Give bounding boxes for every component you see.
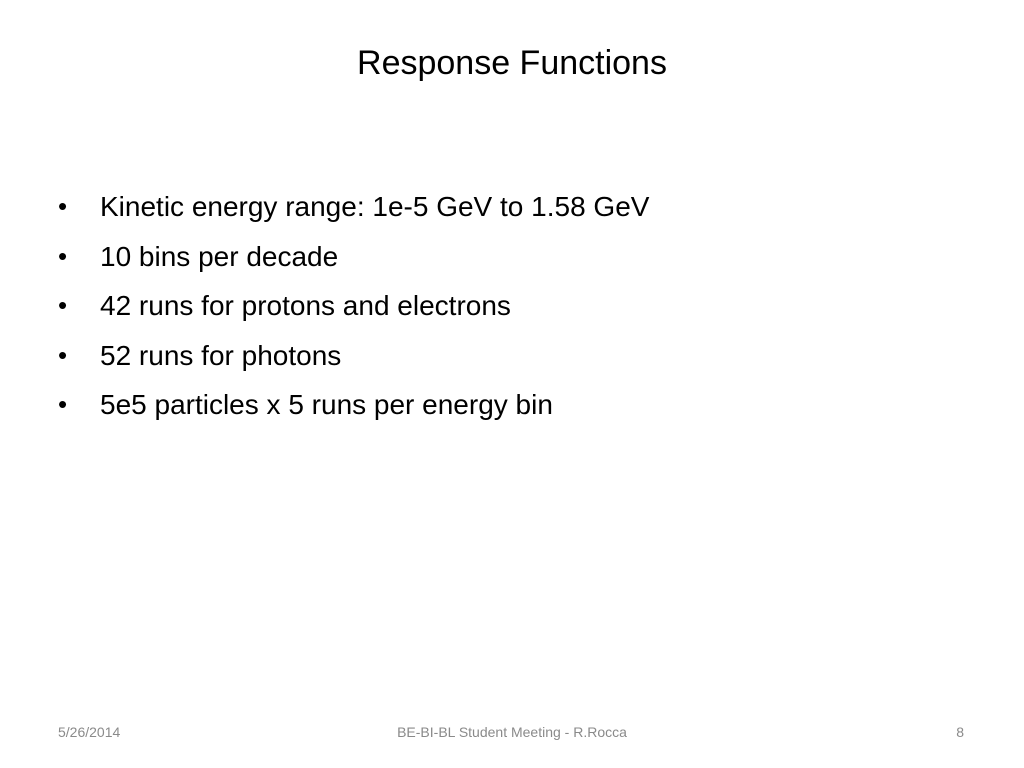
footer-presentation-info: BE-BI-BL Student Meeting - R.Rocca xyxy=(397,724,627,740)
bullet-text: 5e5 particles x 5 runs per energy bin xyxy=(100,389,553,420)
bullet-icon: • xyxy=(58,290,68,320)
bullet-icon: • xyxy=(58,389,68,419)
bullet-text: Kinetic energy range: 1e-5 GeV to 1.58 GeV xyxy=(100,191,650,222)
bullet-text: 52 runs for photons xyxy=(100,339,342,371)
bullet-icon: • xyxy=(58,240,68,271)
slide-title: Response Functions xyxy=(357,44,667,82)
footer-page-number: 8 xyxy=(956,724,964,740)
bullet-icon: • xyxy=(58,339,68,370)
bullet-icon: • xyxy=(58,191,68,221)
bullet-text: 42 runs for protons and electrons xyxy=(100,290,511,321)
bullet-text: 10 bins per decade xyxy=(100,240,339,272)
footer-date: 5/26/2014 xyxy=(58,724,121,740)
